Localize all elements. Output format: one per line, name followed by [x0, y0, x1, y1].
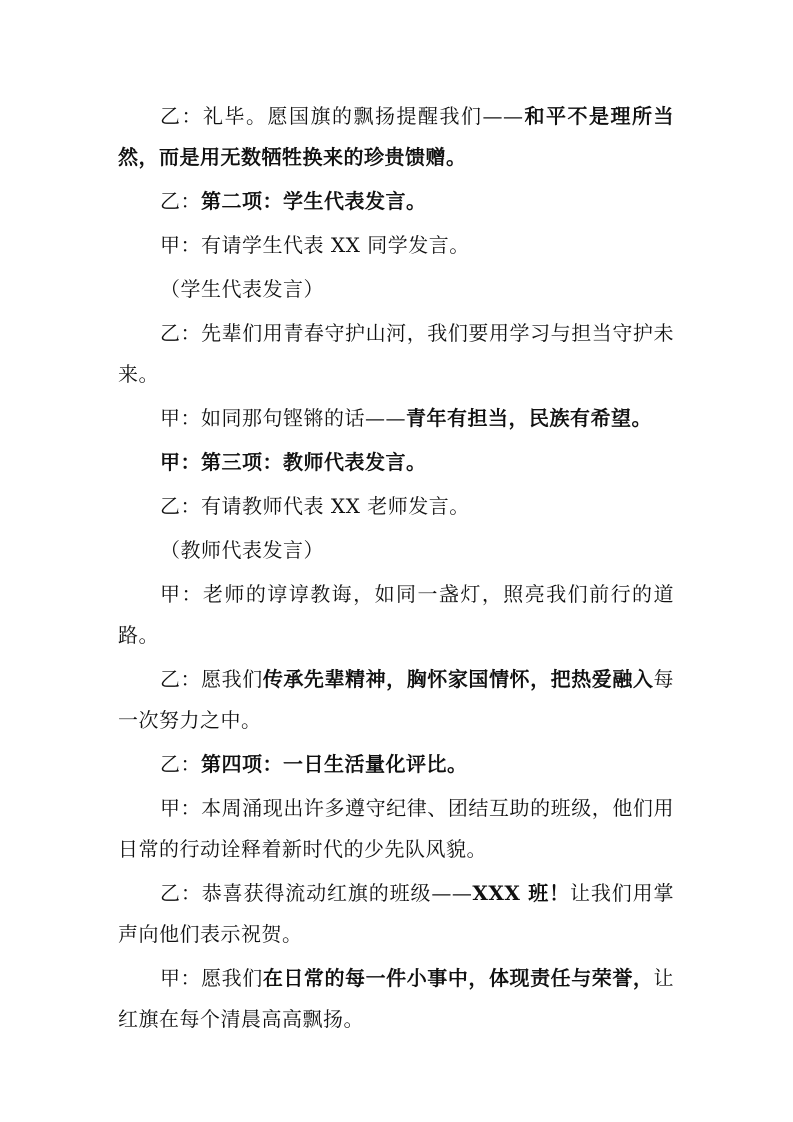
bold-text-span: 在日常的每一件小事中，体现责任与荣誉， — [262, 966, 654, 990]
bold-text-span: 甲：第三项：教师代表发言。 — [160, 450, 427, 474]
paragraph — [118, 574, 674, 656]
text-span: 乙：恭喜获得流动红旗的班级—— — [160, 881, 473, 905]
paragraph — [118, 659, 674, 741]
text-span: 甲：愿我们 — [160, 966, 263, 990]
text-span: （教师代表发言） — [160, 538, 324, 562]
text-span: 甲：老师的谆谆教诲，如同一盏灯，照亮我们前行的道路。 — [118, 582, 674, 647]
paragraph — [118, 958, 674, 1040]
text-span: 甲：如同那句铿锵的话—— — [160, 406, 406, 430]
paragraph — [118, 269, 674, 310]
text-span: 乙：礼毕。愿国旗的飘扬提醒我们—— — [160, 104, 524, 128]
paragraph — [118, 530, 674, 571]
paragraph — [118, 96, 674, 178]
paragraph — [118, 225, 674, 266]
text-span: （学生代表发言） — [160, 277, 324, 301]
bold-text-span: 传承先辈精神，胸怀家国情怀，把热爱融入 — [262, 667, 654, 691]
text-span: 甲：本周涌现出许多遵守纪律、团结互助的班级，他们用日常的行动诠释着新时代的少先队风貌。 — [118, 796, 674, 861]
paragraph — [118, 486, 674, 527]
text-span: 让我们用掌声向他们表示祝贺。 — [118, 881, 675, 946]
paragraph — [118, 442, 674, 483]
text-span: 甲：有请学生代表 XX 同学发言。 — [160, 233, 470, 257]
bold-text-span: 第二项：学生代表发言。 — [201, 189, 427, 213]
paragraph — [118, 398, 674, 439]
text-span: 乙：有请教师代表 XX 老师发言。 — [160, 494, 470, 518]
text-span: 让红旗在每个清晨高高飘扬。 — [118, 966, 674, 1031]
bold-text-span: 和平不是理所当然，而是用无数牺牲换来的珍贵馈赠。 — [118, 104, 674, 169]
document-body — [118, 96, 674, 1043]
paragraph — [118, 744, 674, 785]
paragraph — [118, 313, 674, 395]
bold-text-span: XXX 班！ — [472, 881, 571, 905]
text-span: 乙：愿我们 — [160, 667, 263, 691]
paragraph — [118, 181, 674, 222]
paragraph — [118, 873, 674, 955]
text-span: 乙： — [160, 189, 201, 213]
bold-text-span: 第四项：一日生活量化评比。 — [201, 752, 468, 776]
bold-text-span: 青年有担当，民族有希望。 — [406, 406, 652, 430]
text-span: 乙： — [160, 752, 201, 776]
text-span: 乙：先辈们用青春守护山河，我们要用学习与担当守护未来。 — [118, 321, 674, 386]
text-span: 每一次努力之中。 — [118, 667, 674, 732]
paragraph — [118, 788, 674, 870]
